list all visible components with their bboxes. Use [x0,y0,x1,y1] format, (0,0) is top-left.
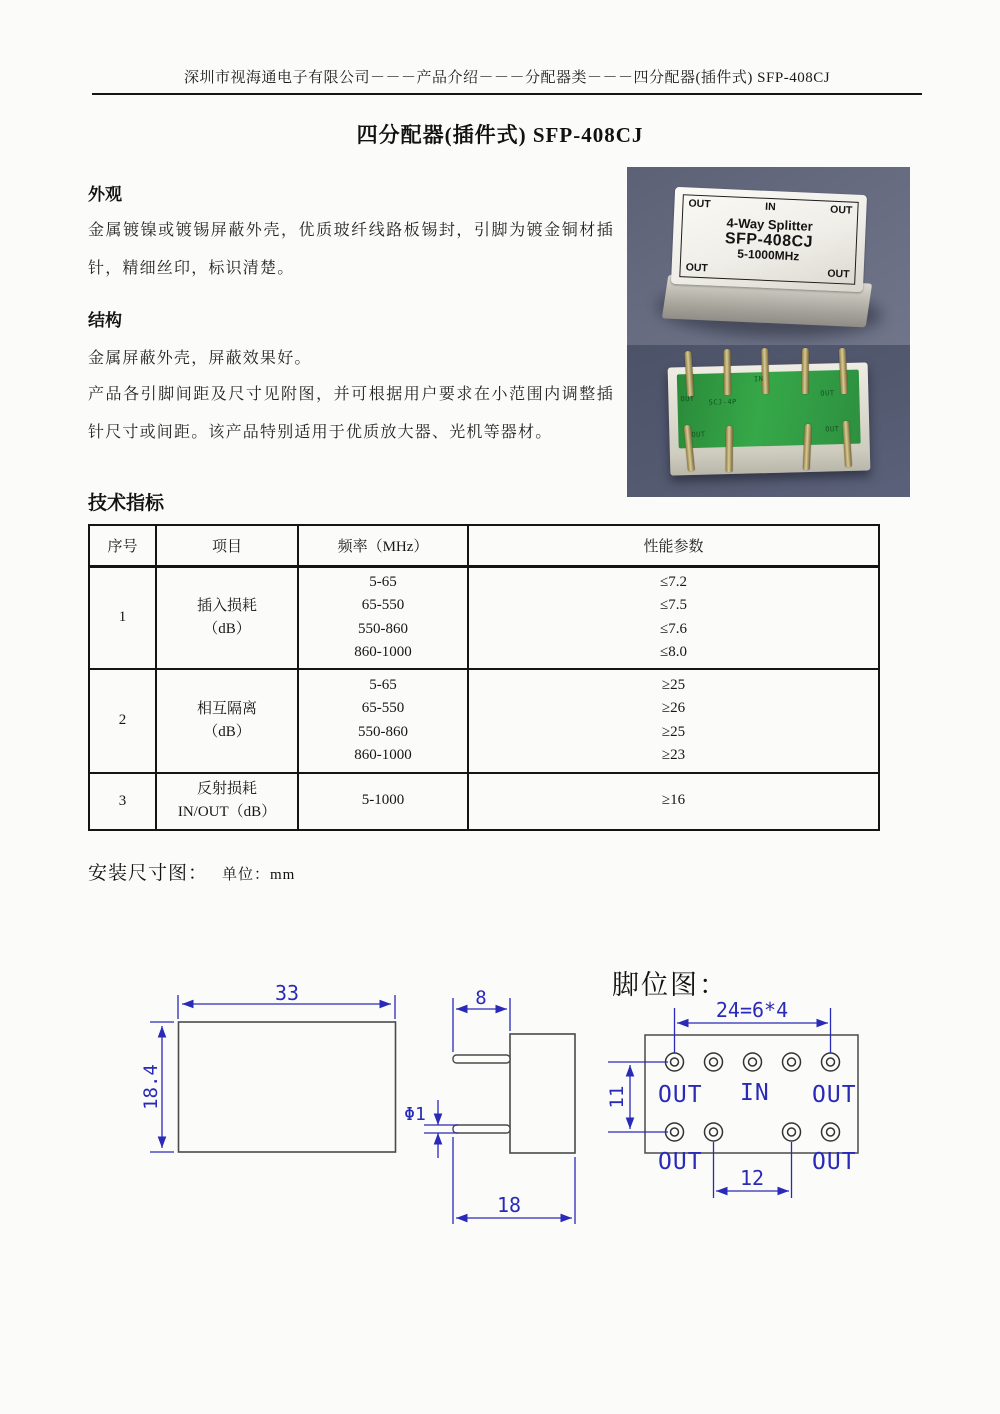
param-line: ≤7.2 [660,573,687,590]
install-dimension-heading [88,858,295,885]
pcb-text-out-bl: OUT [691,430,706,440]
param-line: ≥16 [661,792,686,809]
install-heading-text: 安装尺寸图： [88,863,209,884]
pin-label-out-br: OUT [812,1149,857,1175]
label-out-bottom-right: OUT [827,267,850,281]
side-view-pin-bottom [453,1125,510,1133]
pin [802,348,809,394]
pin-diagram-heading: 脚位图： [612,970,728,1000]
cell-item [156,773,298,830]
freq-line: 65-550 [361,700,405,716]
cell-parameter [468,669,879,773]
side-view-drawing [404,987,575,1224]
cell-frequency [298,669,468,773]
device-label [679,194,858,285]
pin [684,351,694,397]
freq-line: 5-1000 [361,792,405,809]
table-row [89,669,879,773]
param-line: ≥25 [661,676,686,693]
dim-width: 33 [274,981,300,1005]
cell-frequency [298,773,468,830]
pin-label-out-tr: OUT [812,1082,857,1108]
product-photo-top [627,167,910,345]
header-rule [92,93,922,95]
pin-label-out-tl: OUT [658,1082,703,1108]
front-view-outline [179,1022,396,1152]
pcb-text-out-br: OUT [825,425,840,434]
dim-height: 18.4 [140,1064,162,1110]
label-in: IN [764,200,776,214]
page-title: 四分配器(插件式) SFP-408CJ [356,123,644,147]
label-out-bottom-left: OUT [685,261,709,275]
param-line: ≤8.0 [660,644,687,661]
side-view-body [510,1034,575,1153]
pin-row-bottom [666,1123,840,1141]
specs-heading: 技术指标 [88,493,165,514]
structure-paragraph-1: 金属屏蔽外壳，屏蔽效果好。 [88,350,312,367]
cell-index: 1 [89,567,156,669]
item-line: 相互隔离 [196,700,257,717]
appearance-paragraph: 金属镀镍或镀锡屏蔽外壳，优质玻纤线路板锡封，引脚为镀金铜材插针，精细丝印，标识清楚。 [88,222,614,277]
product-photos [627,167,910,497]
freq-line: 5-65 [369,573,397,590]
pin [726,426,733,472]
freq-line: 5-65 [369,676,397,693]
col-header-frequency: 频率（MHz） [298,525,468,567]
label-out-top-right: OUT [829,203,853,217]
item-line: 插入损耗 [196,597,257,614]
table-row [89,567,879,669]
pin-label-in: IN [740,1080,770,1106]
dimension-drawings [120,950,920,1240]
col-header-parameter: 性能参数 [468,525,879,567]
product-photo-bottom [627,345,910,497]
pcb-text-in: IN [753,375,764,384]
pin-row-top [666,1053,840,1071]
param-line: ≤7.6 [660,620,687,637]
structure-paragraph-2: 产品各引脚间距及尺寸见附图，并可根据用户要求在小范围内调整插针尺寸或间距。该产品特别适用于优质放大器、光机等器材。 [88,386,614,441]
item-line: 反射损耗 [196,781,257,797]
item-line: IN/OUT（dB） [177,804,277,820]
pin [839,348,848,394]
freq-line: 860-1000 [354,644,412,661]
label-product-model: SFP-408CJ [724,229,814,251]
label-product-name: 4-Way Splitter [726,214,814,234]
col-header-item: 项目 [156,525,298,567]
dim-depth: 18 [496,1193,522,1217]
document-header: 深圳市视海通电子有限公司－－－产品介绍－－－分配器类－－－四分配器(插件式) SFP-408CJ [183,70,831,86]
dim-pin-length: 8 [475,987,487,1009]
spec-table-header-row [89,525,879,567]
cell-item [156,567,298,669]
pcb-text-out-tr: OUT [820,389,835,398]
item-line: （dB） [203,620,251,637]
cell-frequency [298,567,468,669]
param-line: ≥26 [661,700,686,716]
device-top-face [671,187,867,292]
appearance-heading: 外观 [88,185,122,204]
side-view-pin-top [453,1055,510,1063]
param-line: ≥23 [661,747,686,763]
param-line: ≥25 [661,723,686,740]
pin-layout-drawing [606,970,858,1198]
cell-index: 3 [89,773,156,830]
structure-heading: 结构 [88,311,122,330]
cell-parameter [468,773,879,830]
cell-parameter [468,567,879,669]
pin [761,348,769,394]
install-unit-text: 单位：mm [222,867,296,883]
pin [803,424,812,470]
pcb-text-board-model: SCJ-4P [708,397,737,407]
dim-pin-pitch: 24=6*4 [715,998,789,1022]
device-metal-frame [668,362,871,475]
table-row [89,773,879,830]
cell-item [156,669,298,773]
param-line: ≤7.5 [660,597,687,614]
label-out-top-left: OUT [688,197,711,211]
freq-line: 860-1000 [354,747,412,763]
spec-table [88,524,880,831]
dim-center-pitch: 12 [739,1166,765,1190]
pcb-text-out-tl: OUT [680,394,695,404]
cell-index: 2 [89,669,156,773]
label-frequency-range: 5-1000MHz [737,246,800,263]
dim-row-spacing: 11 [606,1085,628,1109]
freq-line: 65-550 [361,597,405,614]
col-header-index: 序号 [89,525,156,567]
pin [724,349,731,395]
item-line: （dB） [203,723,251,740]
freq-line: 550-860 [358,723,408,740]
front-view-drawing [140,981,396,1152]
freq-line: 550-860 [358,620,408,637]
dim-pin-diameter: Φ1 [404,1104,426,1125]
pin-label-out-bl: OUT [658,1149,703,1175]
